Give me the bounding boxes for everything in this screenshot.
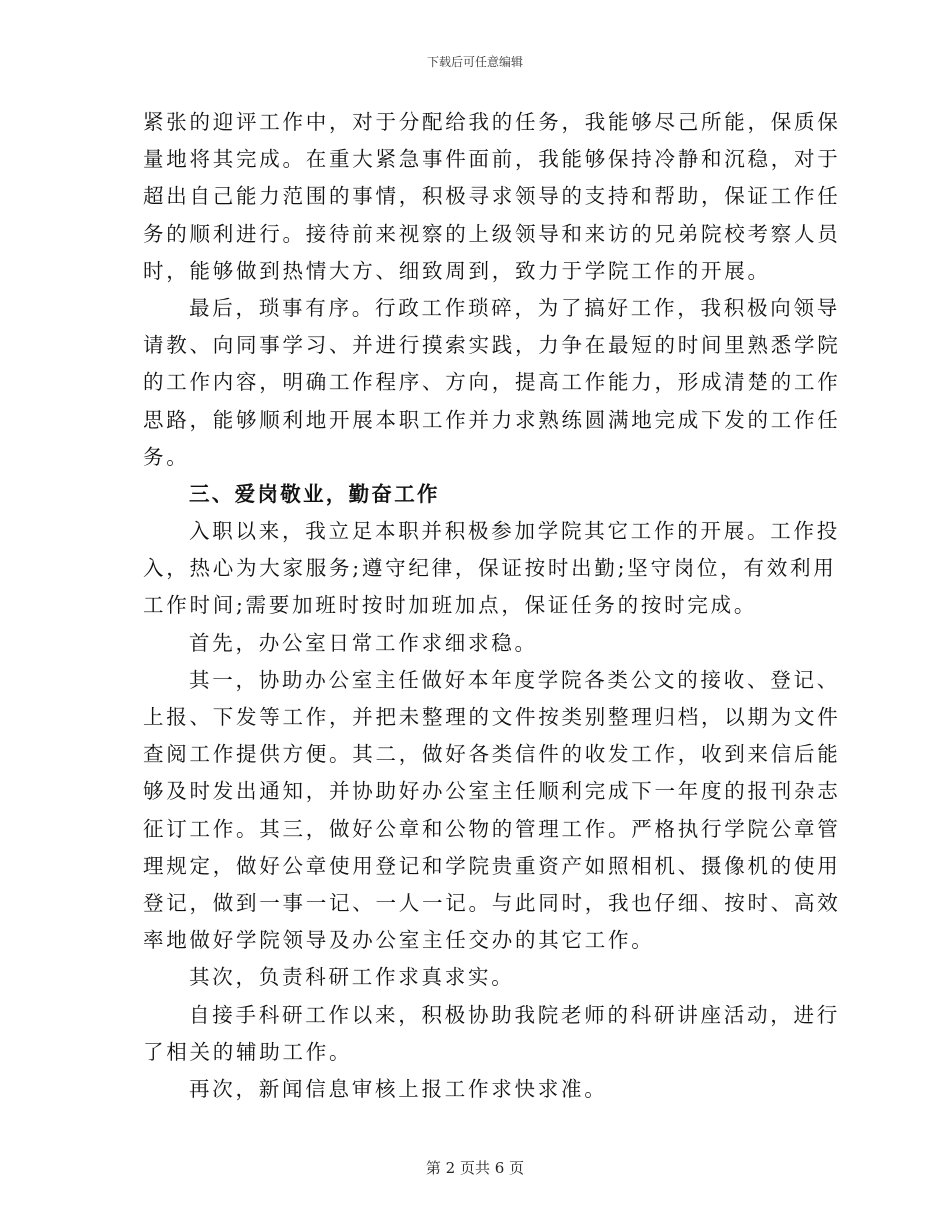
paragraph-start: 自接手科研工作以来，积极协助我院老师的科研讲座活动，进行	[189, 1002, 840, 1027]
text-line: 时，能够做到热情大方、细致周到，致力于学院工作的开展。	[143, 258, 771, 283]
text-line: 上报、下发等工作，并把未整理的文件按类别整理归档，以期为文件	[143, 705, 841, 729]
text-line: 入，热心为大家服务;遵守纪律，保证按时出勤;坚守岗位，有效利用	[143, 556, 837, 581]
text-line: 超出自己能力范围的事情，积极寻求领导的支持和帮助，保证工作任	[143, 184, 841, 209]
paragraph-start: 入职以来，我立足本职并积极参加学院其它工作的开展。工作投	[189, 519, 840, 544]
text-line: 征订工作。其三，做好公章和公物的管理工作。严格执行学院公章管	[143, 816, 841, 841]
text-line: 思路，能够顺利地开展本职工作并力求熟练圆满地完成下发的工作任	[143, 407, 841, 432]
text-line: 量地将其完成。在重大紧急事件面前，我能够保持冷静和沉稳，对于	[143, 147, 841, 172]
text-line: 率地做好学院领导及办公室主任交办的其它工作。	[143, 928, 655, 953]
paragraph-start: 首先，办公室日常工作求细求稳。	[189, 630, 538, 655]
text-line: 工作时间;需要加班时按时加班加点，保证任务的按时完成。	[143, 593, 758, 618]
text-line: 请教、向同事学习、并进行摸索实践，力争在最短的时间里熟悉学院	[143, 333, 841, 358]
text-line: 务的顺利进行。接待前来视察的上级领导和来访的兄弟院校考察人员	[143, 221, 841, 246]
text-line: 够及时发出通知，并协助好办公室主任顺利完成下一年度的报刊杂志	[143, 779, 841, 804]
section-heading: 三、爱岗敬业，勤奋工作	[189, 481, 440, 506]
text-line: 的工作内容，明确工作程序、方向，提高工作能力，形成清楚的工作	[143, 370, 841, 395]
paragraph-start: 最后，琐事有序。行政工作琐碎，为了搞好工作，我积极向领导	[189, 295, 840, 320]
page-footer: 第 2 页共 6 页	[425, 1159, 525, 1177]
text-line: 紧张的迎评工作中，对于分配给我的任务，我能够尽己所能，保质保	[143, 110, 841, 134]
page-header: 下载后可任意编辑	[426, 55, 523, 69]
text-line: 登记，做到一事一记、一人一记。与此同时，我也仔细、按时、高效	[143, 890, 841, 915]
paragraph-start: 再次，新闻信息审核上报工作求快求准。	[189, 1076, 608, 1101]
text-line: 查阅工作提供方便。其二，做好各类信件的收发工作，收到来信后能	[143, 742, 841, 767]
paragraph-start: 其一，协助办公室主任做好本年度学院各类公文的接收、登记、	[189, 667, 840, 692]
document-body	[143, 104, 841, 1108]
text-line: 了相关的辅助工作。	[143, 1039, 353, 1064]
text-line: 务。	[143, 444, 190, 469]
paragraph-start: 其次，负责科研工作求真求实。	[189, 965, 515, 990]
text-line: 理规定，做好公章使用登记和学院贵重资产如照相机、摄像机的使用	[143, 853, 841, 878]
